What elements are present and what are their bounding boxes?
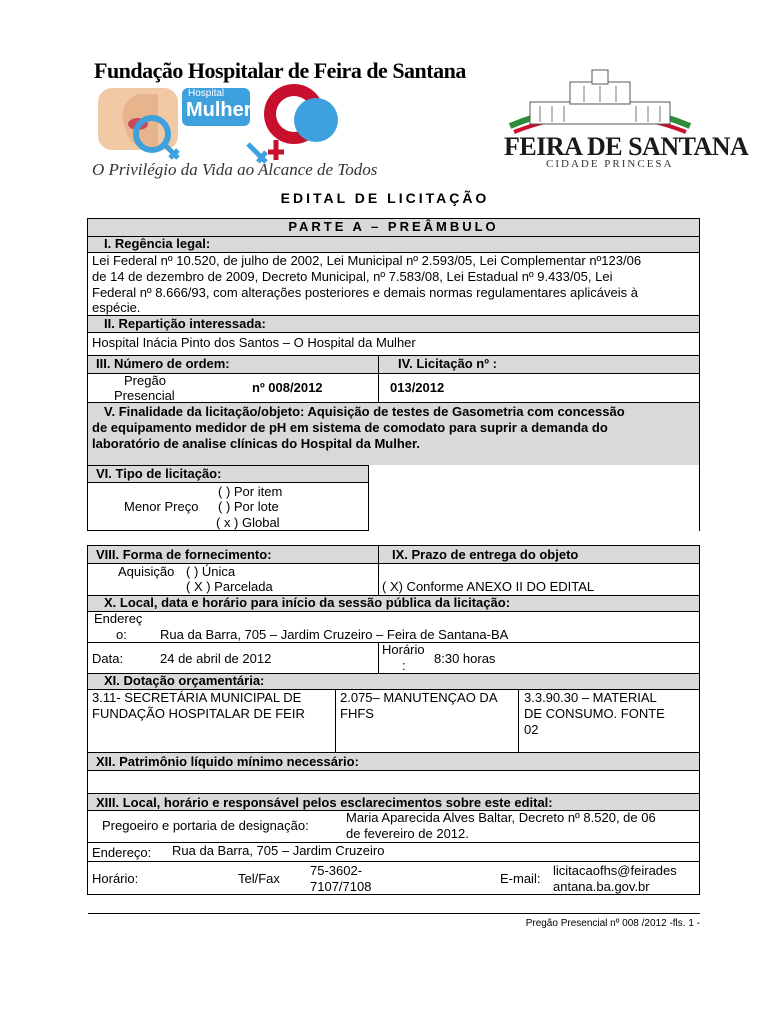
section-v-line: de equipamento medidor de pH em sistema de comodato para suprir a demanda do (92, 420, 608, 435)
section-xi-col3: 02 (524, 722, 539, 737)
section-xi-col1: 3.11- SECRETÁRIA MUNICIPAL DE (92, 690, 302, 705)
section-xiii-hours-label: Horário: (92, 871, 139, 886)
section-ii-value: Hospital Inácia Pinto dos Santos – O Hospital da Mulher (92, 335, 416, 350)
footer-text: Pregão Presencial nº 008 /2012 -fls. 1 - (525, 918, 700, 929)
section-vi-option: ( x ) Global (216, 515, 280, 530)
section-xiii-address: Rua da Barra, 705 – Jardim Cruzeiro (172, 843, 385, 858)
section-xiii-address-label: Endereço: (92, 845, 152, 860)
section-viii-option: ( X ) Parcelada (186, 579, 273, 594)
section-xiii-email: licitacaofhs@feirades (553, 863, 677, 878)
section-vi-option: ( ) Por lote (218, 499, 279, 514)
city-logo-name: FEIRA DE SANTANA (504, 132, 749, 161)
section-xiii-telfax: 75-3602- (310, 863, 363, 878)
section-xii-heading: XII. Patrimônio líquido mínimo necessário: (96, 754, 359, 769)
section-xi-col3: 3.3.90.30 – MATERIAL (524, 690, 657, 705)
section-i-heading: I. Regência legal: (104, 236, 211, 251)
section-x-address-label: Endereç (94, 611, 143, 626)
section-i-line: Lei Federal nº 10.520, de julho de 2002, Lei Municipal nº 2.593/05, Lei Complementar nº123/06 (92, 253, 642, 268)
section-iv-heading: IV. Licitação nº : (398, 356, 497, 371)
section-xiii-email: antana.ba.gov.br (553, 879, 650, 894)
section-x-address-label: o: (116, 627, 127, 642)
section-xiii-pregoeiro: de fevereiro de 2012. (346, 826, 469, 841)
hospital-mulher-logo (98, 84, 338, 164)
section-vi-label: Menor Preço (124, 499, 199, 514)
section-x-time: 8:30 horas (434, 651, 496, 666)
section-iii-label: Presencial (114, 388, 175, 403)
section-x-address: Rua da Barra, 705 – Jardim Cruzeiro – Feira de Santana-BA (160, 627, 509, 642)
section-viii-heading: VIII. Forma de fornecimento: (96, 547, 272, 562)
section-x-heading: X. Local, data e horário para início da sessão pública da licitação: (104, 595, 511, 610)
section-xi-col2: FHFS (340, 706, 374, 721)
section-viii-label: Aquisição (118, 564, 175, 579)
logo-mulher-text: Mulher (186, 99, 252, 121)
section-iv-value: 013/2012 (390, 380, 445, 395)
section-viii-option: ( ) Única (186, 564, 236, 579)
section-i-line: espécie. (92, 300, 141, 315)
section-ix-heading: IX. Prazo de entrega do objeto (392, 547, 579, 562)
logo-hospital-text: Hospital (188, 88, 225, 99)
section-ii-heading: II. Repartição interessada: (104, 316, 266, 331)
document-title: EDITAL DE LICITAÇÃO (280, 190, 490, 206)
section-vi-option: ( ) Por item (218, 484, 283, 499)
slogan: O Privilégio da Vida ao Alcance de Todos (92, 160, 378, 179)
section-x-date-label: Data: (92, 651, 124, 666)
section-ix-value: ( X) Conforme ANEXO II DO EDITAL (382, 579, 595, 594)
section-xiii-email-label: E-mail: (500, 871, 541, 886)
section-xi-col2: 2.075– MANUTENÇAO DA (340, 690, 498, 705)
section-xiii-telfax-label: Tel/Fax (238, 871, 280, 886)
section-iii-heading: III. Número de ordem: (96, 356, 230, 371)
section-x-time-label: : (402, 658, 406, 673)
section-x-time-label: Horário (382, 642, 425, 657)
section-xi-heading: XI. Dotação orçamentária: (104, 673, 265, 688)
section-xiii-telfax: 7107/7108 (310, 879, 372, 894)
feira-de-santana-logo (500, 68, 749, 170)
section-iii-label: Pregão (124, 373, 166, 388)
section-xi-col3: DE CONSUMO. FONTE (524, 706, 665, 721)
city-logo-subtitle: CIDADE PRINCESA (546, 158, 674, 170)
section-xiii-pregoeiro-label: Pregoeiro e portaria de designação: (102, 818, 309, 833)
section-x-date: 24 de abril de 2012 (160, 651, 272, 666)
section-iii-value: nº 008/2012 (252, 380, 323, 395)
section-xiii-heading: XIII. Local, horário e responsável pelos esclarecimentos sobre este edital: (96, 795, 553, 810)
footer-rule (88, 913, 700, 914)
section-v-line: laboratório de analise clínicas do Hospital da Mulher. (92, 436, 420, 451)
section-v-line: V. Finalidade da licitação/objeto: Aquisição de testes de Gasometria com concessão (104, 404, 625, 419)
section-vi-heading: VI. Tipo de licitação: (96, 466, 222, 481)
organization-title: Fundação Hospitalar de Feira de Santana (94, 58, 466, 83)
section-xiii-pregoeiro: Maria Aparecida Alves Baltar, Decreto nº 8.520, de 06 (346, 810, 656, 825)
section-i-line: Federal nº 8.666/93, com alterações posteriores e demais normas regulamentares aplicáveis à (92, 285, 638, 300)
part-a-title: PARTE A – PREÂMBULO (288, 219, 499, 234)
section-xi-col1: FUNDAÇÃO HOSPITALAR DE FEIR (92, 706, 305, 721)
section-i-line: de 14 de dezembro de 2009, Decreto Municipal, nº 7.583/08, Lei Estadual nº 9.433/05, Lei (92, 269, 613, 284)
